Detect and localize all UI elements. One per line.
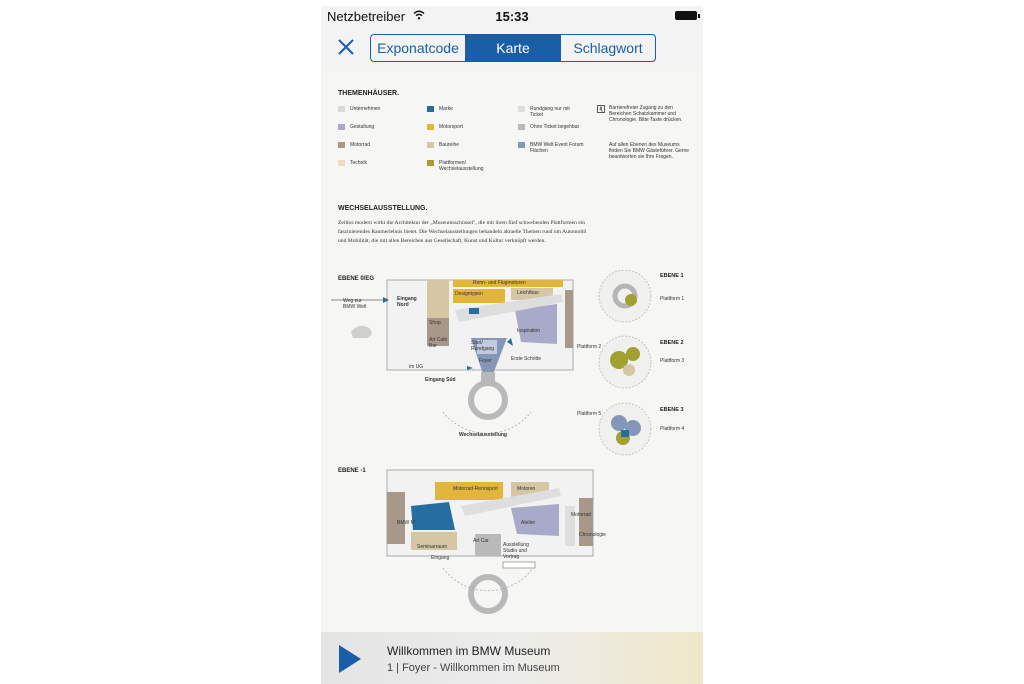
label-chronologie: Chronologie [579, 532, 606, 538]
platform-5-label: Plattform 5 [577, 411, 602, 417]
close-icon[interactable] [335, 36, 357, 58]
legend-label: Unternehmen [350, 106, 381, 112]
label-motorrad-rennsport: Motorrad-Rennsport [453, 486, 498, 492]
level0-title: EBENE 0/EG [338, 276, 375, 282]
label-ausstellung-studio: Ausstellung Studio und Vortrag [503, 542, 529, 560]
legend-swatch [518, 142, 525, 148]
nav-bar [321, 26, 703, 73]
accessibility-icon [597, 105, 605, 113]
segmented-control [370, 34, 656, 62]
level2-title: EBENE 2 [660, 340, 684, 346]
exhibition-text-3: und Mobilität, die mit allen Bereichen aus Gesellschaft, Kunst und Kultur verknüpft werden. [338, 238, 546, 244]
legend-swatch [338, 106, 345, 112]
exhibition-text-1: Zeitlos modern wirkt die Architektur der „Museumsschüssel", die mit ihren fünf schwebenden Plattformen ein [338, 220, 586, 226]
player-title: Willkommen im BMW Museum [387, 644, 551, 658]
legend-label: Rundgang nur mit Ticket [530, 106, 570, 118]
legend-label: Gestaltung [350, 124, 375, 130]
label-eingang-nord: Eingang Nord [397, 296, 417, 308]
legend-label: Motorsport [439, 124, 463, 130]
tab-schlagwort[interactable]: Schlagwort [573, 40, 643, 56]
level-minus1-title: EBENE -1 [338, 468, 366, 474]
legend-label: Marke [439, 106, 453, 112]
museum-map[interactable] [321, 72, 703, 632]
label-atelier: Atelier [521, 520, 536, 526]
platform-4-label: Plattform 4 [660, 426, 685, 432]
label-motorrad: Motorrad [571, 512, 592, 518]
legend-swatch [338, 124, 345, 130]
label-eingang: Eingang [431, 555, 450, 561]
label-eingang-sued: Eingang Süd [425, 377, 456, 383]
battery-icon [675, 11, 697, 20]
label-wechselausstellung: Wechselausstellung [459, 432, 507, 438]
level1-title: EBENE 1 [660, 273, 684, 279]
legend-swatch [427, 160, 434, 166]
exhibition-text-2: faszinierendes Raumerlebnis bietet. Die Wechselausstellungen behandeln aktuelle Themen rund um Automobil [338, 229, 587, 235]
label-inspiration: Inspiration [517, 328, 541, 334]
legend-swatch [518, 106, 525, 112]
legend-label: Motorrad [350, 142, 371, 148]
player-subtitle: 1 | Foyer - Willkommen im Museum [387, 662, 560, 674]
legend-title: THEMENHÄUSER. [338, 90, 400, 97]
label-foyer: Foyer [479, 358, 492, 364]
platform-3-label: Plattform 3 [660, 358, 685, 364]
legend-label: Plattformen/ Wechselausstellung [439, 160, 484, 172]
tab-karte[interactable]: Karte [466, 35, 561, 61]
clock: 15:33 [495, 9, 529, 24]
label-designtypen: Designtypen [455, 291, 483, 297]
level-minus1-floorplan [381, 468, 606, 632]
label-shop: Shop [429, 320, 441, 326]
label-art-cafe: Art Cafe Bar [429, 337, 448, 349]
label-bmw-m: BMW M [397, 520, 415, 526]
play-icon[interactable] [339, 645, 361, 673]
carrier-label: Netzbetreiber [327, 9, 406, 24]
legend-label: Technik [350, 160, 367, 166]
platform-2-label: Plattform 2 [577, 344, 602, 350]
label-leichtbau: Leichtbau [517, 290, 539, 296]
label-art-car: Art Car [473, 538, 489, 544]
label-erste-schritte: Erste Schritte [511, 356, 542, 362]
label-renn-flugmotoren: Renn- und Flugmotoren [473, 280, 526, 286]
legend-swatch [338, 160, 345, 166]
exhibition-title: WECHSELAUSSTELLUNG. [338, 205, 428, 212]
label-weg-bmw-welt: Weg zur BMW Welt [343, 298, 367, 310]
platform-1-label: Plattform 1 [660, 296, 685, 302]
legend-swatch [338, 142, 345, 148]
label-im-ug: im UG [409, 364, 424, 370]
status-bar [321, 6, 703, 26]
phone-screen [321, 6, 703, 684]
legend-swatch [427, 124, 434, 130]
legend-swatch [427, 106, 434, 112]
guide-note: Auf allen Ebenen des Museums finden Sie BMW Gästeführer. Gerne beantworten sie Ihre Fragen. [609, 142, 690, 160]
access-note: Barrierefreier Zugang zu den Bereichen Schatzkammer und Chronologie. Bitte Taste drücken. [609, 105, 683, 123]
tab-exponatcode[interactable]: Exponatcode [371, 35, 466, 61]
label-motoren: Motoren [517, 486, 536, 492]
legend-label: Baureihe [439, 142, 460, 148]
legend-swatch [427, 142, 434, 148]
label-seminarraum: Seminarraum [417, 544, 448, 550]
legend-swatch [518, 124, 525, 130]
label-start-rundgang: Start/ Rundgang [471, 340, 495, 352]
audio-player-bar[interactable] [321, 632, 703, 684]
level3-title: EBENE 3 [660, 407, 684, 413]
legend-label: Ohne Ticket begehbar [530, 124, 580, 130]
legend-label: BMW Welt Event Forum Flächen [530, 142, 584, 154]
platform-levels-graphic [593, 270, 703, 465]
